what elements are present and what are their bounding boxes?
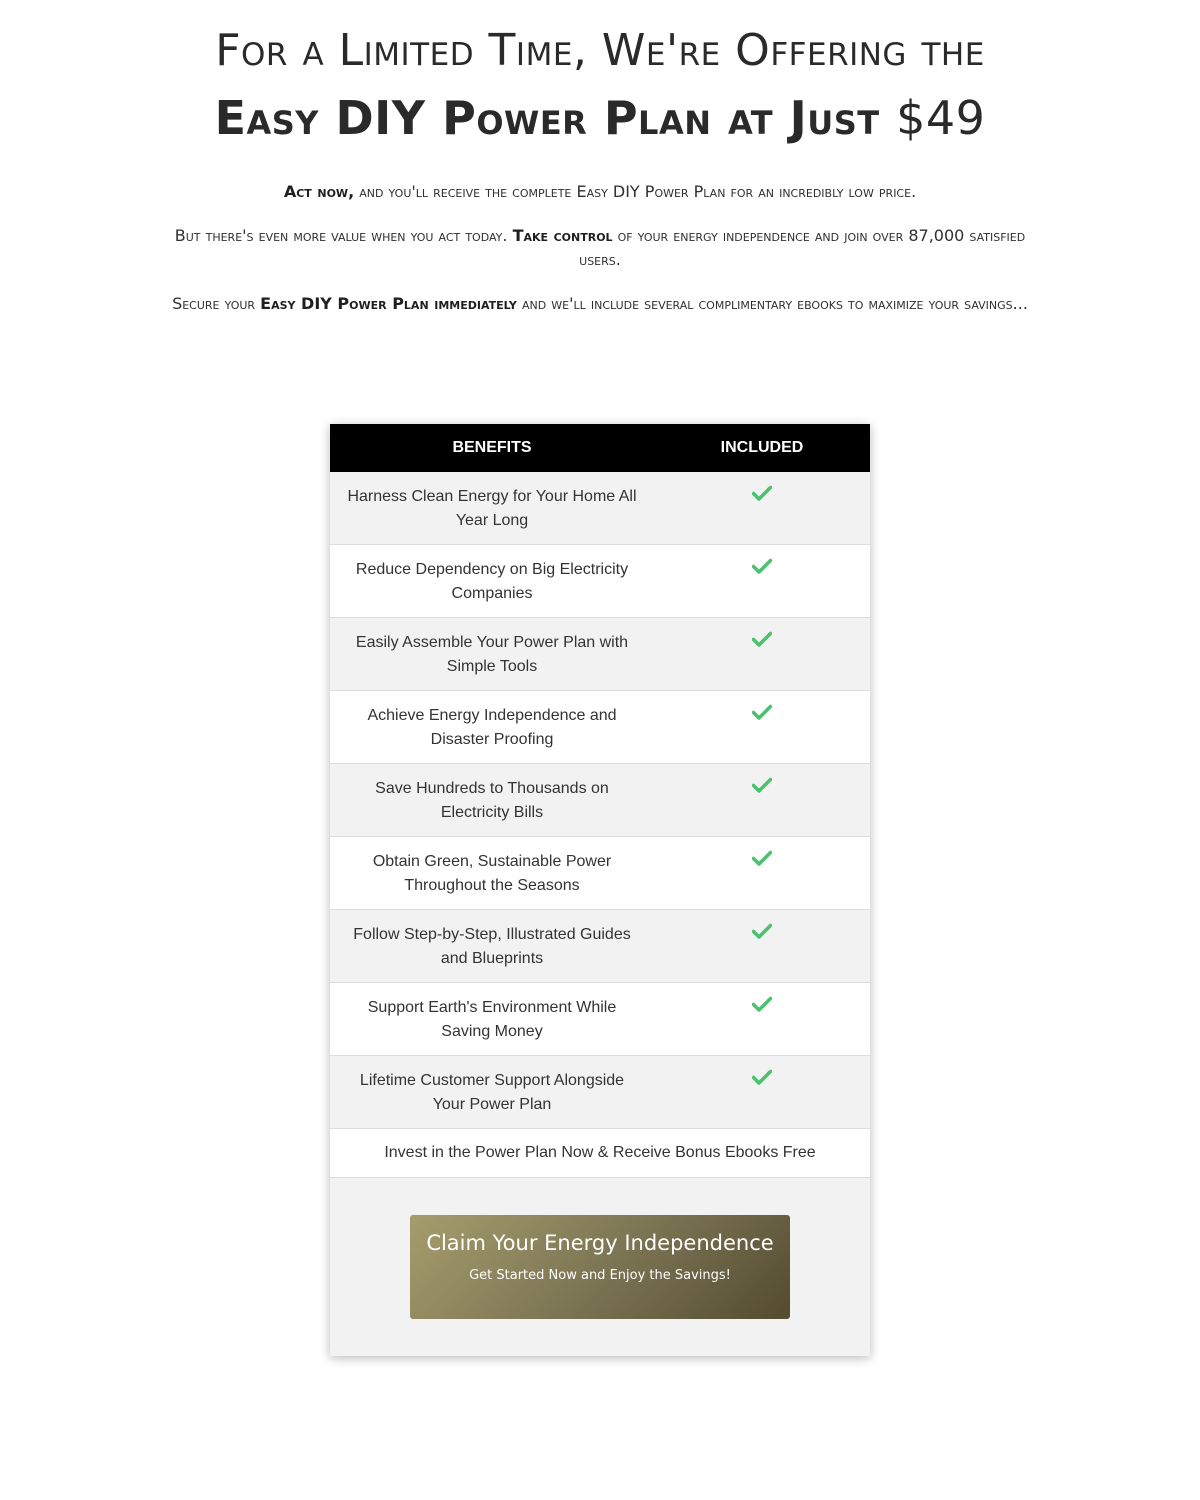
check-icon [752,485,772,544]
p2-before: But there's even more value when you act today. [174,226,513,245]
price: $49 [896,91,986,145]
table-row [330,545,870,618]
table-row [330,472,870,545]
benefit-label: Reduce Dependency on Big Electricity Companies [355,561,629,602]
included-cell [654,618,870,690]
check-icon [752,923,772,982]
intro-paragraph-1 [160,180,1040,204]
headline: For a Limited Time, We're Offering the [215,25,985,76]
cta-title: Claim Your Energy Independence [426,1231,774,1255]
p1-rest: and you'll receive the complete Easy DIY Power Plan for an incredibly low price. [354,182,917,201]
included-cell [654,910,870,982]
benefit-label: Lifetime Customer Support Alongside Your Power Plan [359,1072,625,1113]
included-cell [654,691,870,763]
table-row [330,618,870,691]
benefit-label: Obtain Green, Sustainable Power Throughout the Seasons [372,853,612,894]
check-icon [752,850,772,909]
p3-bold: Easy DIY Power Plan immediately [260,294,517,313]
check-icon [752,1069,772,1128]
benefit-label: Save Hundreds to Thousands on Electricity Bills [375,780,609,821]
hero-section [0,0,1200,316]
included-cell [654,764,870,836]
cta-subtitle: Get Started Now and Enjoy the Savings! [469,1268,731,1283]
benefit-label: Easily Assemble Your Power Plan with Simple Tools [355,634,629,675]
table-row [330,837,870,910]
cta-area [330,1178,870,1356]
p1-bold: Act now, [283,182,355,201]
subheadline [0,88,1200,148]
p2-after: of your energy independence and join over 87,000 satisfied users. [579,226,1026,269]
table-row [330,910,870,983]
check-icon [752,996,772,1055]
included-cell [654,1056,870,1128]
table-row [330,983,870,1056]
check-icon [752,704,772,763]
benefit-label: Follow Step-by-Step, Illustrated Guides and Blueprints [353,926,631,967]
table-header [330,424,870,472]
claim-energy-independence-button[interactable] [410,1215,790,1319]
header-benefits: BENEFITS [452,439,532,456]
intro-paragraph-3 [160,292,1040,316]
table-row [330,764,870,837]
included-cell [654,983,870,1055]
table-row [330,691,870,764]
intro-paragraph-2 [160,224,1040,272]
included-cell [654,545,870,617]
bonus-row: Invest in the Power Plan Now & Receive Bonus Ebooks Free [330,1129,870,1178]
header-included: INCLUDED [720,439,804,456]
subheadline-text: Easy DIY Power Plan at Just [214,91,880,145]
benefit-label: Harness Clean Energy for Your Home All Year Long [347,488,637,529]
p3-before: Secure your [172,294,261,313]
check-icon [752,558,772,617]
benefit-label: Achieve Energy Independence and Disaster Proofing [367,707,617,748]
included-cell [654,837,870,909]
benefits-table [330,424,870,1356]
benefit-label: Support Earth's Environment While Saving Money [367,999,617,1040]
table-row [330,1056,870,1129]
table-body [330,472,870,1129]
check-icon [752,631,772,690]
p3-after: and we'll include several complimentary ebooks to maximize your savings... [516,294,1028,313]
check-icon [752,777,772,836]
p2-bold: Take control [512,226,613,245]
included-cell [654,472,870,544]
